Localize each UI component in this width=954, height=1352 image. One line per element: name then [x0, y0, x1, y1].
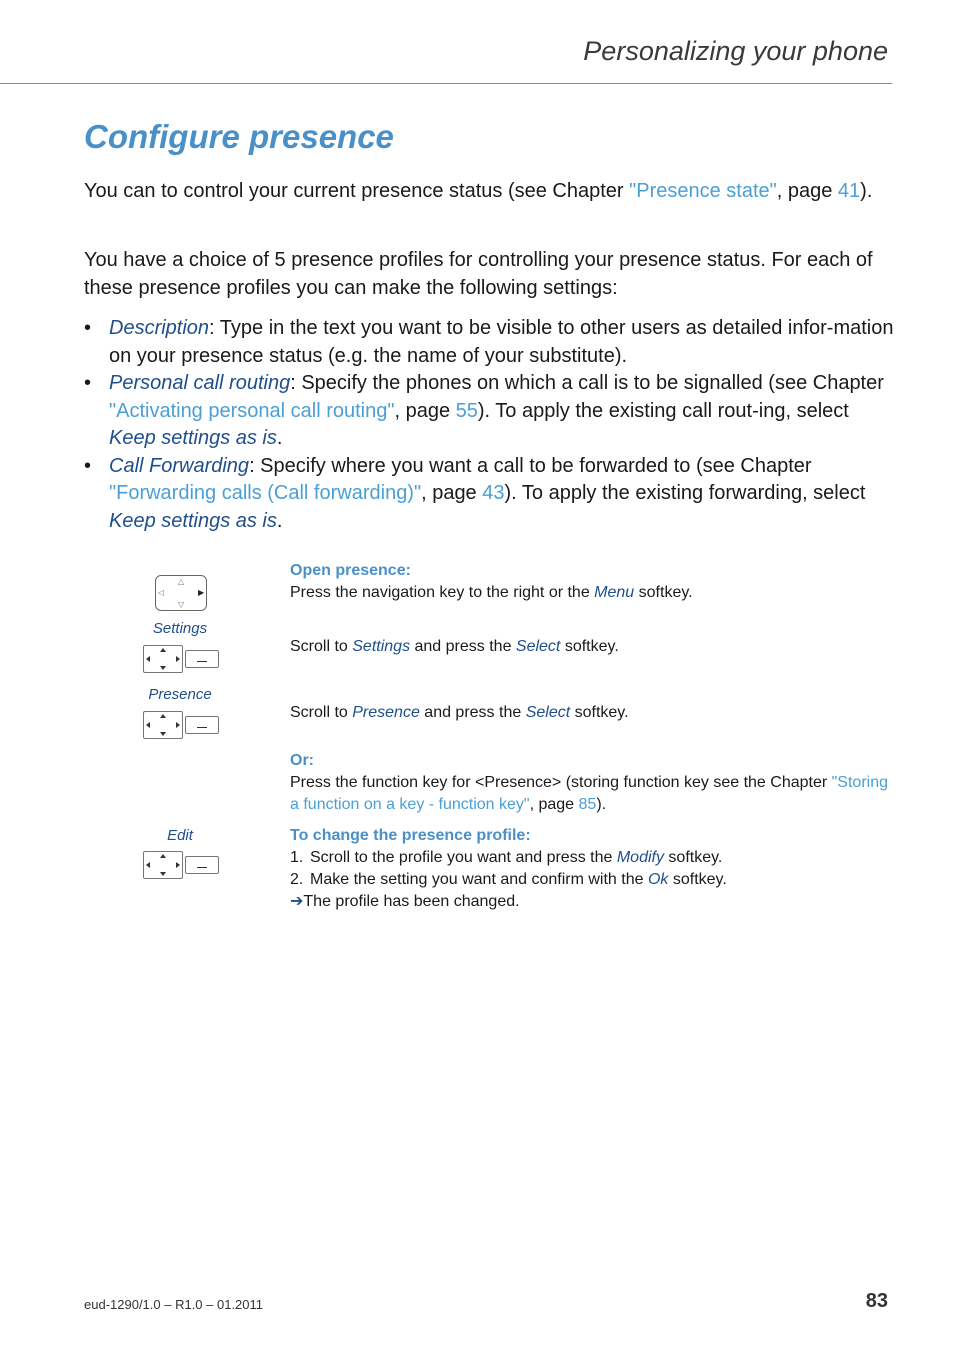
intro-paragraph-1: You can to control your current presence status (see Chapter "Presence state", page 41).: [84, 180, 873, 202]
step-heading: Or:: [290, 752, 314, 769]
link-page-55[interactable]: 55: [455, 399, 478, 422]
step-settings: Scroll to Settings and press the Select softkey.: [290, 638, 619, 655]
settings-key-label: Settings: [152, 620, 208, 637]
nav-softkey-icon: [143, 711, 219, 739]
step-open-presence: Open presence: Press the navigation key to the right or the Menu softkey.: [290, 560, 890, 604]
step-heading: To change the presence profile:: [290, 827, 531, 844]
bullet: •: [84, 317, 92, 339]
navigation-key-icon: △ ▽ ◁ ▶: [155, 575, 207, 611]
edit-key-label: Edit: [167, 827, 193, 844]
step-presence: Scroll to Presence and press the Select softkey.: [290, 704, 629, 721]
nav-softkey-icon: [143, 645, 219, 673]
intro-paragraph-2: You have a choice of 5 presence profiles for controlling your presence status. For each of these presence profiles you can make the following settings:: [84, 249, 873, 299]
step-heading: Open presence:: [290, 562, 411, 579]
bullet: •: [84, 454, 92, 477]
page-number: 83: [865, 1290, 888, 1312]
presence-key-label: Presence: [148, 686, 212, 703]
link-storing-function[interactable]: "Storing a function on a key - function key": [290, 774, 888, 813]
list-item: • Description: Type in the text you want to be visible to other users as detailed infor-mation on your presence status (e.g. the name of your substitute).: [84, 317, 894, 367]
bullet: •: [84, 372, 92, 394]
result-line: ➔The profile has been changed.: [290, 893, 520, 910]
list-item: • Call Forwarding: Specify where you want a call to be forwarded to (see Chapter "Forwarding calls (Call forwarding)", page 43). To apply the existing forwarding, select Keep settings as is.: [84, 454, 866, 532]
section-header: Personalizing your phone: [583, 36, 888, 66]
arrow-icon: ➔: [290, 893, 304, 910]
step-change-profile: [290, 825, 890, 913]
step-or: Or: Press the function key for <Presence> (storing function key see the Chapter "Storing a function on a key - function key", page 85).: [290, 752, 888, 813]
link-page-41[interactable]: 41: [837, 180, 861, 202]
settings-list: [84, 315, 894, 535]
document-id: eud-1290/1.0 – R1.0 – 01.2011: [84, 1297, 264, 1312]
link-page-85[interactable]: 85: [578, 796, 597, 813]
page-title: Configure presence: [84, 118, 394, 155]
list-item: 2. Make the setting you want and confirm with the Ok softkey.: [290, 871, 727, 888]
link-presence-state[interactable]: "Presence state": [629, 180, 777, 202]
list-item: • Personal call routing: Specify the phones on which a call is to be signalled (see Chapter "Activating personal call routing", page 55). To apply the existing call rout-ing, select Keep settings as is.: [84, 372, 884, 449]
list-item: 1. Scroll to the profile you want and press the Modify softkey.: [290, 849, 723, 866]
header-rule: [0, 83, 892, 84]
link-forwarding-calls[interactable]: "Forwarding calls (Call forwarding)": [109, 482, 422, 504]
link-personal-call-routing[interactable]: "Activating personal call routing": [109, 399, 395, 422]
link-page-43[interactable]: 43: [482, 482, 505, 504]
nav-softkey-icon: [143, 851, 219, 879]
